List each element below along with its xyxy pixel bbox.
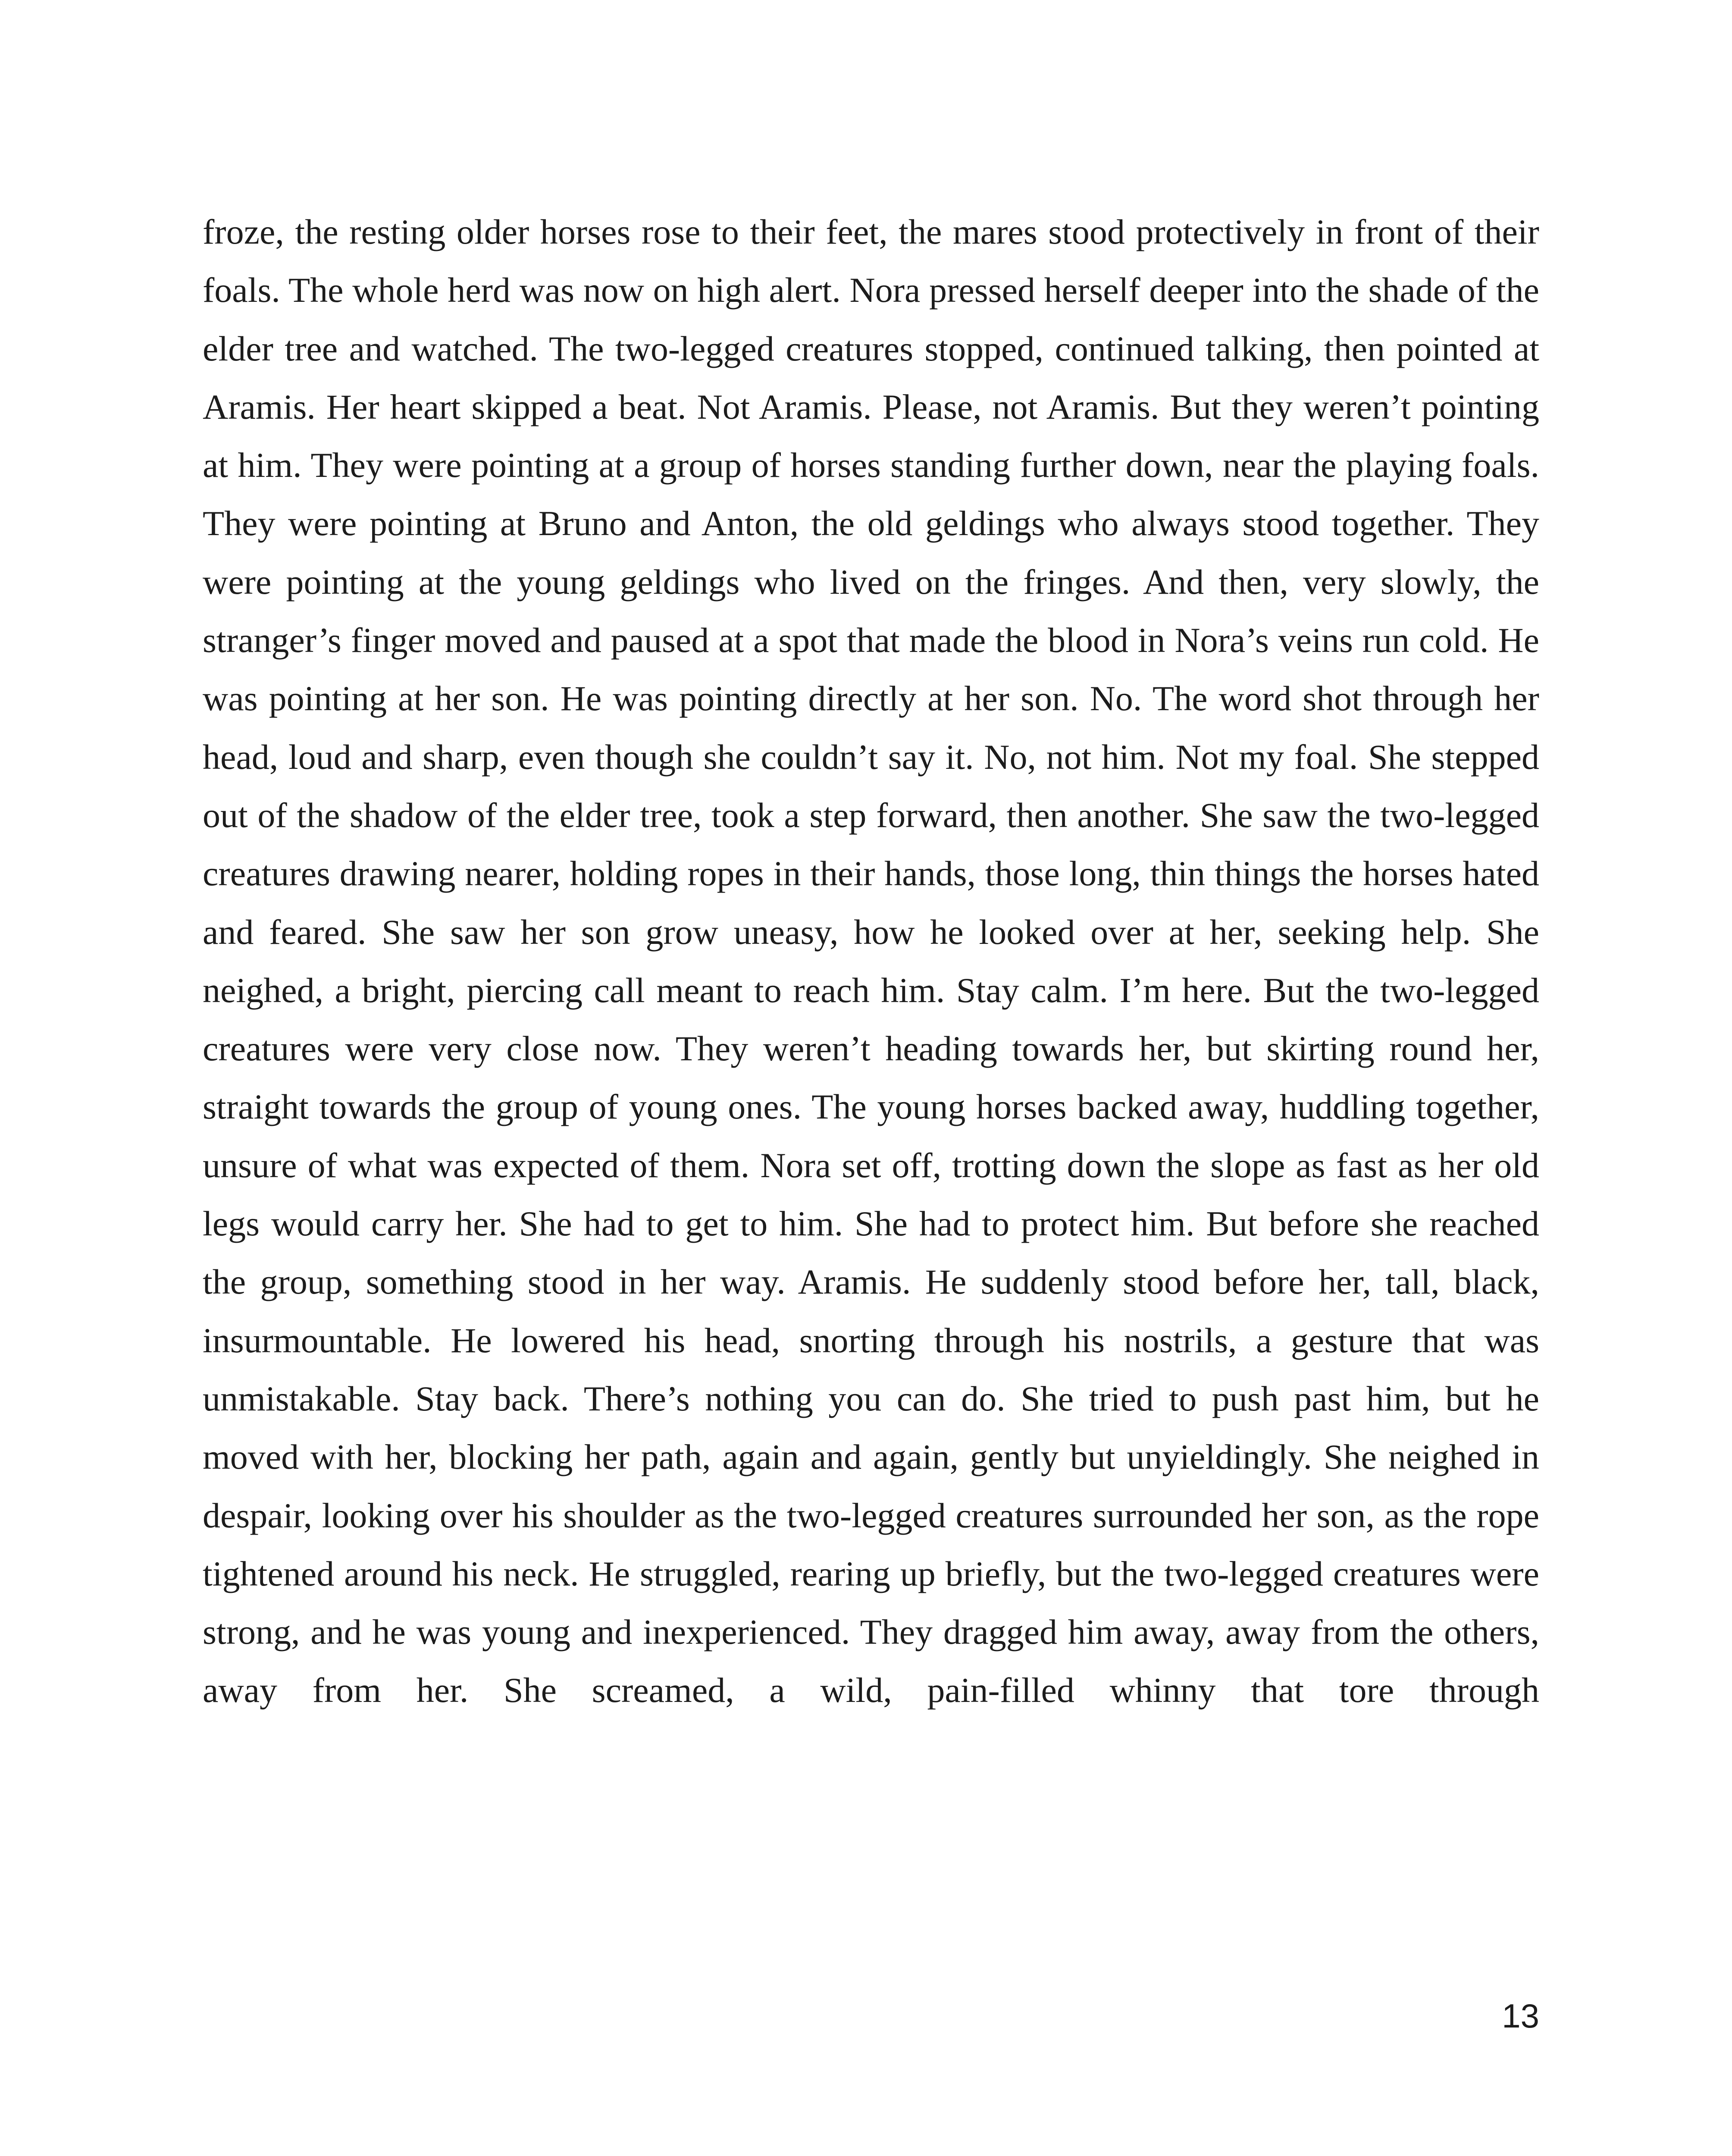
body-paragraph: froze, the resting older horses rose to their feet, the mares stood protectively in front of their foals. The whole herd was now on high alert. Nora pressed herself deeper into the shade of the elder tree and watched. The two-legged creatures stopped, continued talking, then pointed at Aramis. Her heart skipped a beat. Not Aramis. Please, not Aramis. But they weren’t pointing at him. They were pointing at a group of horses standing further down, near the playing foals. They were pointing at Bruno and Anton, the old geldings who always stood together. They were pointing at the young geldings who lived on the fringes. And then, very slowly, the stranger’s finger moved and paused at a spot that made the blood in Nora’s veins run cold. He was pointing at her son. He was pointing directly at her son. No. The word shot through her head, loud and sharp, even though she couldn’t say it. No, not him. Not my foal. She stepped out of the shadow of the elder tree, took a step forward, then another. She saw the two-legged creatures drawing nearer, holding ropes in their hands, those long, thin things the horses hated and feared. She saw her son grow uneasy, how he looked over at her, seeking help. She neighed, a bright, piercing call meant to reach him. Stay calm. I’m here. But the two-legged creatures were very close now. They weren’t heading towards her, but skirting round her, straight towards the group of young ones. The young horses backed away, huddling together, unsure of what was expected of them. Nora set off, trotting down the slope as fast as her old legs would carry her. She had to get to him. She had to protect him. But before she reached the group, something stood in her way. Aramis. He suddenly stood before her, tall, black, insurmountable. He lowered his head, snorting through his nostrils, a gesture that was unmistakable. Stay back. There’s nothing you can do. She tried to push past him, but he moved with her, blocking her path, again and again, gently but unyieldingly. She neighed in despair, looking over his shoulder as the two-legged creatures surrounded her son, as the rope tightened around his neck. He struggled, rearing up briefly, but the two-legged creatures were strong, and he was young and inexperienced. They dragged him away, away from the others, away from her. She screamed, a wild, pain-filled whinny that tore through	[203, 212, 1539, 1710]
page-number: 13	[1502, 1997, 1539, 2035]
